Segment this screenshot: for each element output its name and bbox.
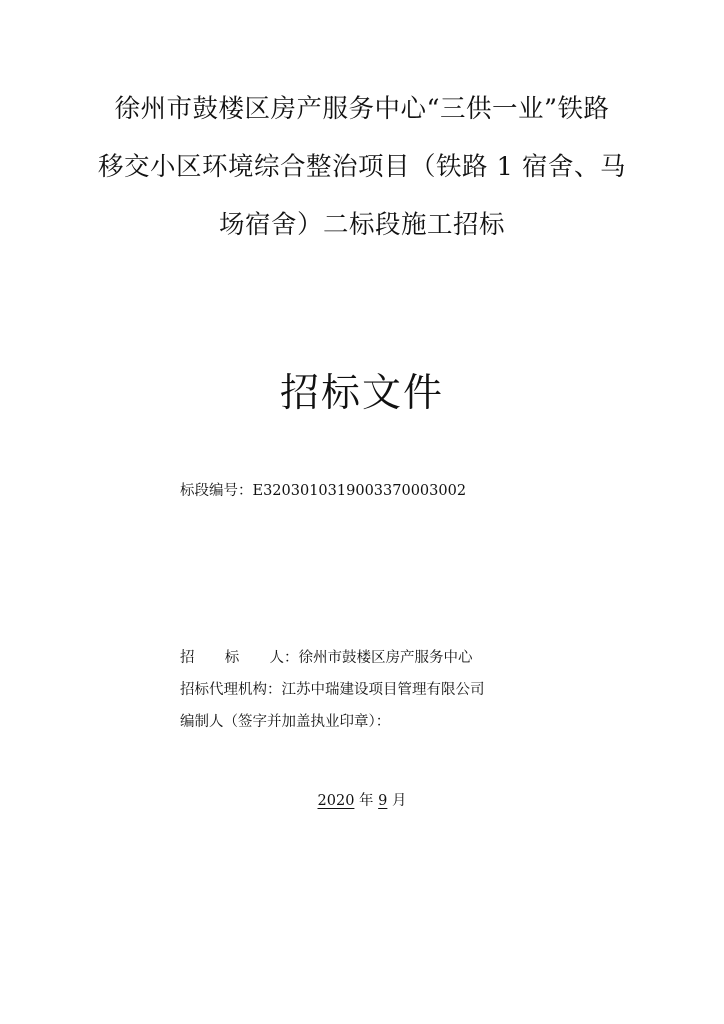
project-title-line-1: 徐州市鼓楼区房产服务中心“三供一业”铁路	[114, 94, 610, 124]
document-title: 招标文件	[279, 371, 444, 416]
tenderer-label-char: 人	[269, 650, 284, 666]
tenderer-row	[180, 647, 473, 669]
section-number-value: E3203010319003370003002	[252, 483, 467, 499]
tenderer-label-char: 标	[224, 650, 240, 666]
project-title	[40, 80, 684, 254]
issue-date	[0, 790, 724, 812]
date-year-unit: 年	[354, 793, 379, 809]
tenderer-label-char: 招	[180, 650, 195, 666]
date-month-unit: 月	[387, 793, 407, 809]
tenderer-value: 徐州市鼓楼区房产服务中心	[298, 650, 473, 666]
compiler-row	[180, 711, 390, 733]
project-title-line-2: 移交小区环境综合整治项目（铁路 1 宿舍、马	[98, 152, 626, 182]
agency-label: 招标代理机构：	[180, 682, 282, 698]
compiler-label: 编制人（签字并加盖执业印章）：	[180, 714, 391, 730]
date-year: 2020	[317, 793, 355, 809]
date-month: 9	[378, 793, 388, 809]
section-number	[180, 480, 466, 502]
project-title-line-3: 场宿舍）二标段施工招标	[218, 210, 505, 240]
section-number-label: 标段编号：	[180, 483, 253, 499]
tenderer-label-suffix: ：	[284, 650, 299, 666]
tenderer-label	[180, 647, 284, 669]
agency-row	[180, 679, 485, 701]
agency-value: 江苏中瑞建设项目管理有限公司	[281, 682, 485, 698]
